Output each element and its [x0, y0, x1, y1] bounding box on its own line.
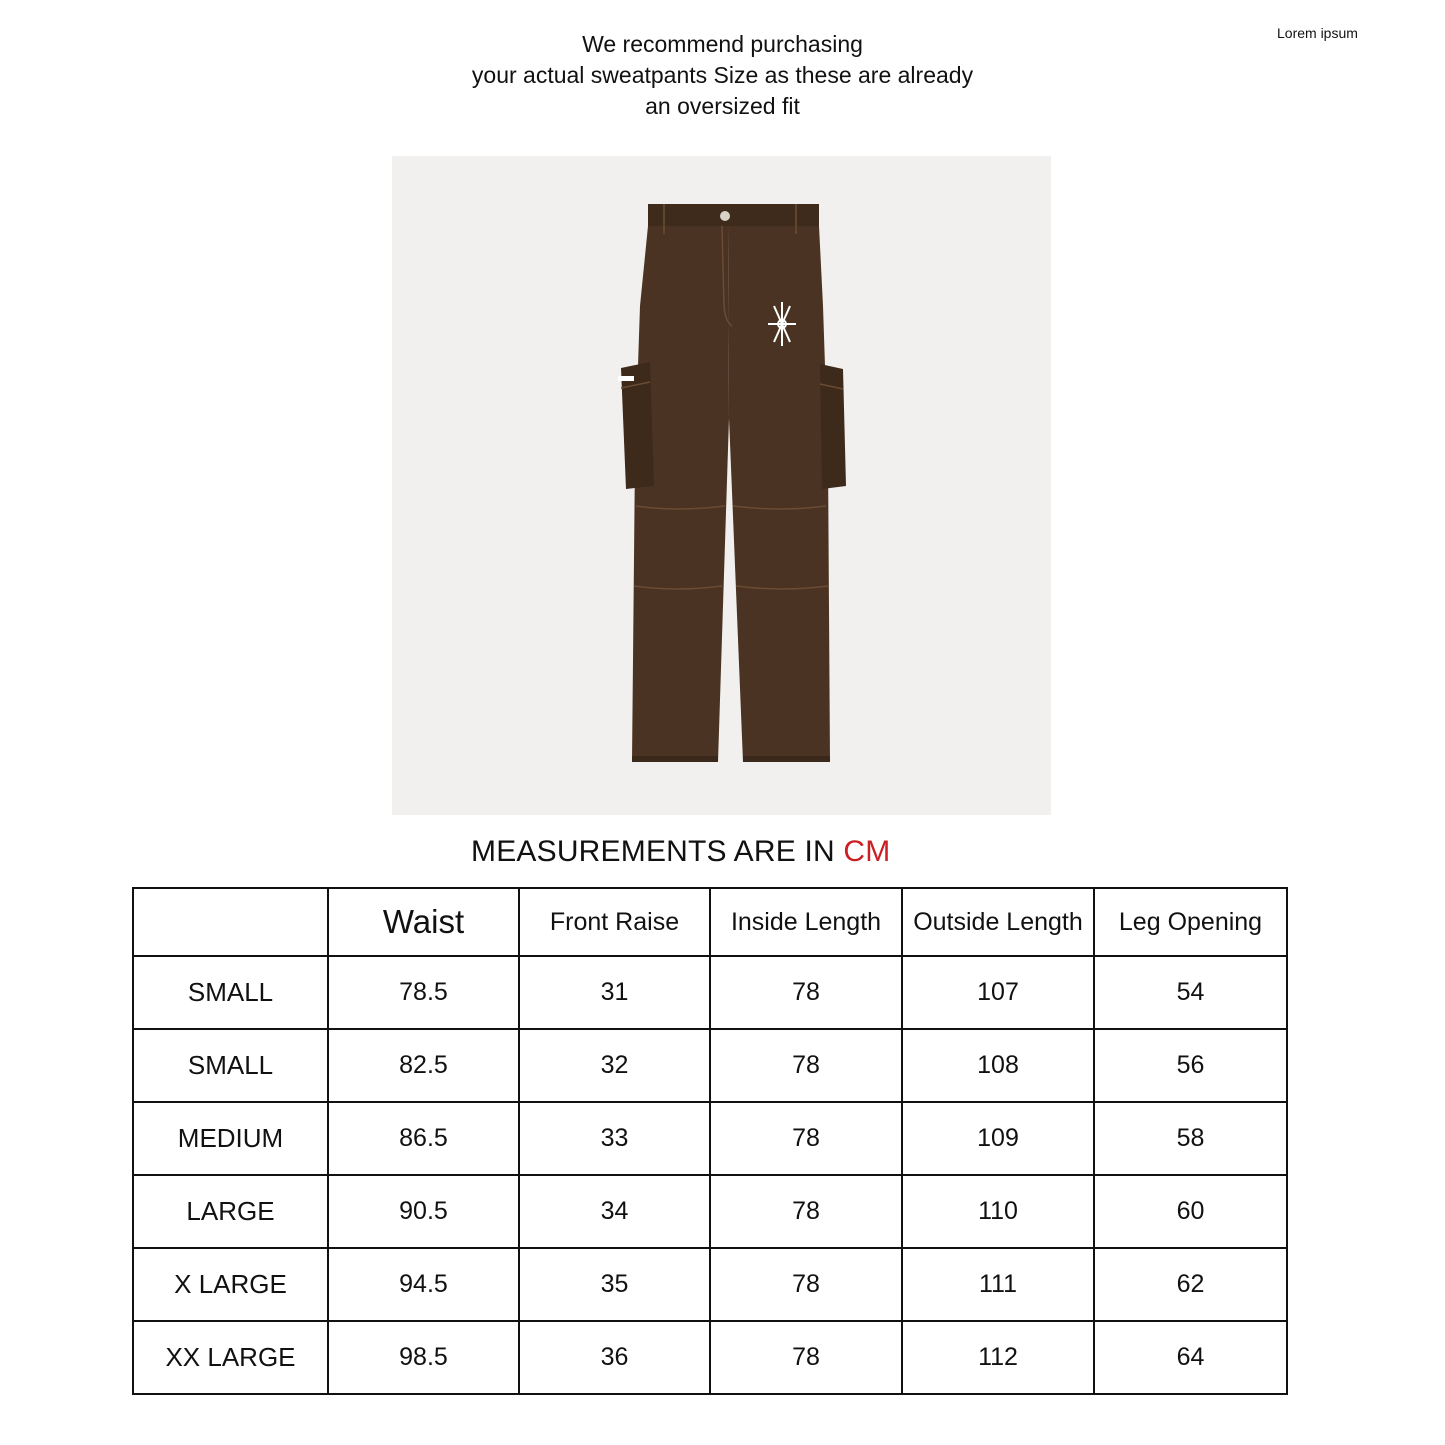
table-header-row — [133, 888, 1287, 956]
size-label: LARGE — [133, 1175, 328, 1248]
measurements-unit: CM — [843, 835, 891, 868]
table-row — [133, 1029, 1287, 1102]
size-label: MEDIUM — [133, 1102, 328, 1175]
size-label: SMALL — [133, 1029, 328, 1102]
outside-length-value: 112 — [902, 1321, 1094, 1394]
outside-length-value: 107 — [902, 956, 1094, 1029]
intro-line-2: your actual sweatpants Size as these are already — [471, 62, 974, 88]
table-row — [133, 1102, 1287, 1175]
inside-length-value: 78 — [710, 1102, 902, 1175]
outside-length-value: 111 — [902, 1248, 1094, 1321]
inside-length-value: 78 — [710, 1029, 902, 1102]
size-label: SMALL — [133, 956, 328, 1029]
header-inside-length: Inside Length — [710, 888, 902, 956]
header-outside-length: Outside Length — [902, 888, 1094, 956]
inside-length-value: 78 — [710, 1248, 902, 1321]
table-row — [133, 1321, 1287, 1394]
front-raise-value: 32 — [519, 1029, 710, 1102]
size-label: XX LARGE — [133, 1321, 328, 1394]
header-waist: Waist — [328, 888, 519, 956]
outside-length-value: 110 — [902, 1175, 1094, 1248]
leg-opening-value: 58 — [1094, 1102, 1287, 1175]
front-raise-value: 34 — [519, 1175, 710, 1248]
leg-opening-value: 64 — [1094, 1321, 1287, 1394]
size-label: X LARGE — [133, 1248, 328, 1321]
leg-opening-value: 62 — [1094, 1248, 1287, 1321]
header-front-raise: Front Raise — [519, 888, 710, 956]
corner-note: Lorem ipsum — [1277, 25, 1358, 41]
intro-line-1: We recommend purchasing — [582, 31, 863, 57]
size-chart-table — [132, 887, 1288, 1395]
cargo-pants-image — [392, 156, 1051, 815]
leg-opening-value: 56 — [1094, 1029, 1287, 1102]
waist-value: 94.5 — [328, 1248, 519, 1321]
intro-text — [0, 29, 1445, 122]
outside-length-value: 108 — [902, 1029, 1094, 1102]
header-leg-opening: Leg Opening — [1094, 888, 1287, 956]
leg-opening-value: 60 — [1094, 1175, 1287, 1248]
inside-length-value: 78 — [710, 956, 902, 1029]
waist-value: 86.5 — [328, 1102, 519, 1175]
leg-opening-value: 54 — [1094, 956, 1287, 1029]
waist-value: 90.5 — [328, 1175, 519, 1248]
measurements-heading — [471, 833, 890, 871]
front-raise-value: 31 — [519, 956, 710, 1029]
intro-line-3: an oversized fit — [645, 93, 800, 119]
product-photo — [392, 156, 1051, 815]
inside-length-value: 78 — [710, 1321, 902, 1394]
inside-length-value: 78 — [710, 1175, 902, 1248]
table-row — [133, 1175, 1287, 1248]
waist-value: 98.5 — [328, 1321, 519, 1394]
table-row — [133, 956, 1287, 1029]
front-raise-value: 35 — [519, 1248, 710, 1321]
front-raise-value: 36 — [519, 1321, 710, 1394]
measurements-heading-text: MEASUREMENTS ARE IN — [471, 835, 844, 868]
front-raise-value: 33 — [519, 1102, 710, 1175]
header-size — [133, 888, 328, 956]
table-row — [133, 1248, 1287, 1321]
outside-length-value: 109 — [902, 1102, 1094, 1175]
waist-value: 82.5 — [328, 1029, 519, 1102]
waist-value: 78.5 — [328, 956, 519, 1029]
